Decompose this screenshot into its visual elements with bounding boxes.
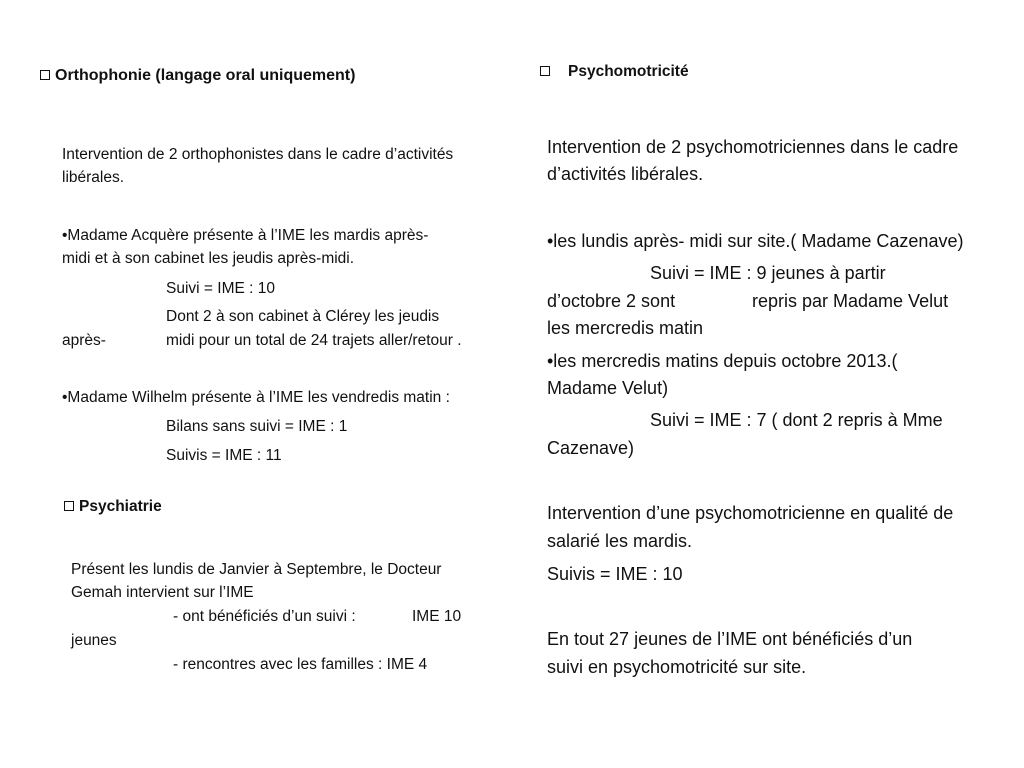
psychiatrie-line1: Présent les lundis de Janvier à Septembre, le Docteur	[71, 561, 442, 578]
mercredis2-line2: Madame Velut)	[547, 378, 669, 398]
bilans-line: Bilans sans suivi = IME : 1	[166, 418, 348, 435]
octobre-line-a: d’octobre 2 sont	[547, 291, 676, 311]
ortho-intro-line2: libérales.	[62, 169, 125, 186]
psychiatrie-heading: Psychiatrie	[64, 498, 162, 516]
dont-line2-a: après-	[62, 332, 106, 349]
total-line2: suivi en psychomotricité sur site.	[547, 657, 807, 677]
ortho-suivis-line: Suivis = IME : 11	[166, 447, 282, 464]
acquere-line2: midi et à son cabinet les jeudis après-midi.	[62, 250, 355, 267]
mercredis2-line1: •les mercredis matins depuis octobre 2013.(	[547, 351, 898, 371]
psychiatrie-line3-a: - ont bénéficiés d’un suivi :	[173, 608, 356, 625]
lundis-line: •les lundis après- midi sur site.( Madame Cazenave)	[547, 231, 964, 251]
psychiatrie-line5: - rencontres avec les familles : IME 4	[173, 656, 428, 673]
ortho-intro-line1: Intervention de 2 orthophonistes dans le cadre d’activités	[62, 146, 454, 163]
psychiatrie-line2: Gemah intervient sur l’IME	[71, 584, 254, 601]
psychomot-intro-line2: d’activités libérales.	[547, 164, 704, 184]
acquere-line1: •Madame Acquère présente à l’IME les mardis après-	[62, 227, 429, 244]
dont-line2-b: midi pour un total de 24 trajets aller/retour .	[166, 332, 462, 349]
salarie-line1: Intervention d’une psychomotricienne en qualité de	[547, 503, 954, 523]
psychiatrie-line4: jeunes	[71, 632, 117, 649]
total-line1: En tout 27 jeunes de l’IME ont bénéficiés d’un	[547, 629, 913, 649]
psychomot-suivi2-line: Suivi = IME : 7 ( dont 2 repris à Mme	[650, 410, 943, 430]
mercredis-line: les mercredis matin	[547, 318, 704, 338]
salarie-line2: salarié les mardis.	[547, 531, 693, 551]
wilhelm-line: •Madame Wilhelm présente à l’IME les vendredis matin :	[62, 389, 450, 406]
psychomot-suivi-line: Suivi = IME : 9 jeunes à partir	[650, 263, 886, 283]
orthophonie-heading: Orthophonie (langage oral uniquement)	[40, 67, 355, 85]
psychomot-suivis-line: Suivis = IME : 10	[547, 564, 683, 584]
checkbox-bullet-icon	[64, 501, 74, 511]
checkbox-bullet-icon	[40, 70, 50, 80]
dont-line1: Dont 2 à son cabinet à Clérey les jeudis	[166, 308, 440, 325]
octobre-line-b: repris par Madame Velut	[752, 291, 949, 311]
cazenave-line: Cazenave)	[547, 438, 635, 458]
psychomot-intro-line1: Intervention de 2 psychomotriciennes dans le cadre	[547, 137, 959, 157]
psychomotricite-heading: Psychomotricité	[540, 63, 689, 81]
psychiatrie-line3-b: IME 10	[412, 608, 462, 625]
ortho-suivi-line: Suivi = IME : 10	[166, 280, 275, 297]
checkbox-bullet-icon	[540, 66, 550, 76]
